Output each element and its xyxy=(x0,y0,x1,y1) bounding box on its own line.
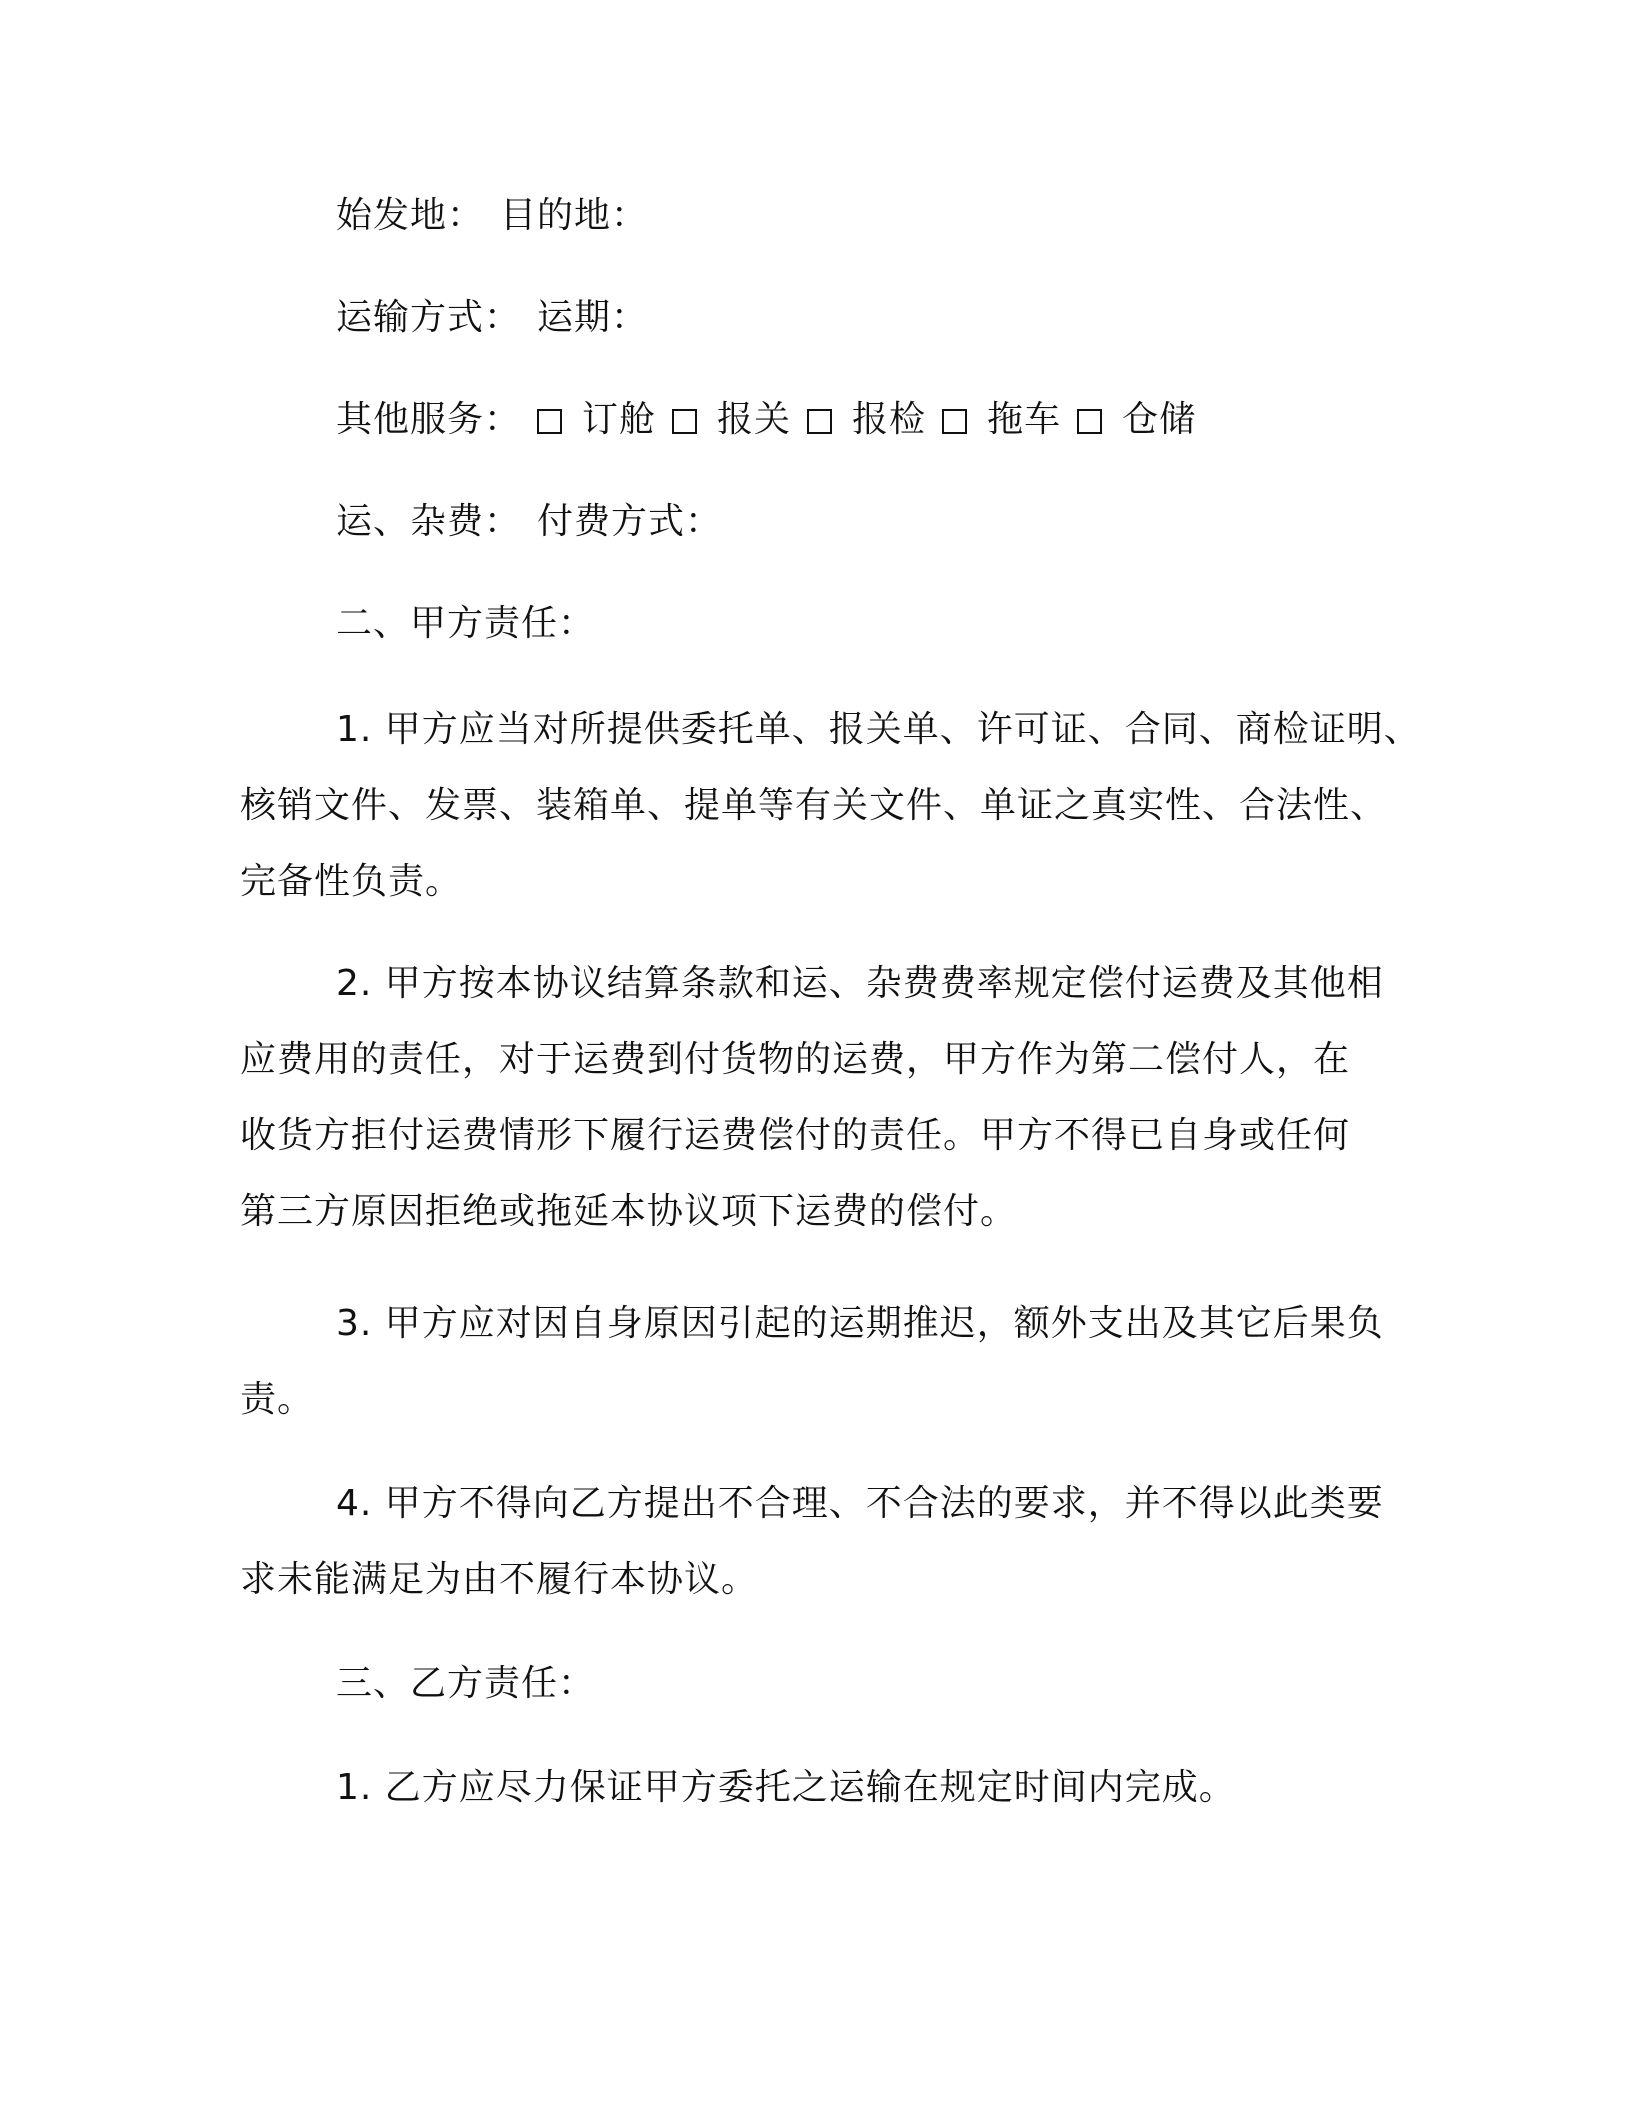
service-option-label: 仓储 xyxy=(1122,399,1197,440)
payment-method-label: 付费方式： xyxy=(537,501,723,542)
checkbox-icon[interactable] xyxy=(807,409,832,434)
clause-paragraph xyxy=(240,1466,1400,1618)
clause-line: 求未能满足为由不履行本协议。 xyxy=(240,1559,759,1600)
clause-line: 应费用的责任，对于运费到付货物的运费，甲方作为第二偿付人，在 xyxy=(240,1039,1351,1080)
clause-line: 第三方原因拒绝或拖延本协议项下运费的偿付。 xyxy=(240,1191,1018,1232)
service-option-warehousing[interactable] xyxy=(1077,382,1196,458)
clause-line: 4. 甲方不得向乙方提出不合理、不合法的要求，并不得以此类要 xyxy=(336,1483,1384,1524)
clause-line: 收货方拒付运费情形下履行运费偿付的责任。甲方不得已自身或任何 xyxy=(240,1115,1351,1156)
checkbox-icon[interactable] xyxy=(672,409,697,434)
clause-line: 核销文件、发票、装箱单、提单等有关文件、单证之真实性、合法性、 xyxy=(240,785,1388,826)
service-option-customs[interactable] xyxy=(672,382,791,458)
service-option-inspection[interactable] xyxy=(807,382,926,458)
service-option-trucking[interactable] xyxy=(942,382,1061,458)
checkbox-icon[interactable] xyxy=(942,409,967,434)
service-option-label: 订舱 xyxy=(582,399,657,440)
section-heading xyxy=(240,1646,1496,1722)
service-option-label: 拖车 xyxy=(987,399,1062,440)
service-option-label: 报检 xyxy=(852,399,927,440)
section-heading xyxy=(240,586,1496,662)
party-b-responsibility-heading: 三、乙方责任： xyxy=(336,1663,596,1704)
destination-label: 目的地： xyxy=(500,195,649,236)
other-services-label: 其他服务： xyxy=(336,399,522,440)
transport-period-label: 运期： xyxy=(537,297,649,338)
checkbox-icon[interactable] xyxy=(537,409,562,434)
transport-period-line xyxy=(240,280,1496,356)
checkbox-icon[interactable] xyxy=(1077,409,1102,434)
clause-line: 3. 甲方应对因自身原因引起的运期推迟，额外支出及其它后果负 xyxy=(336,1303,1384,1344)
transport-method-label: 运输方式： xyxy=(336,297,522,338)
clause-line: 责。 xyxy=(240,1379,315,1420)
clause-line: 1. 乙方应尽力保证甲方委托之运输在规定时间内完成。 xyxy=(336,1767,1236,1808)
fees-payment-line xyxy=(240,484,1496,560)
clause-line: 完备性负责。 xyxy=(240,861,463,902)
clause-line: 2. 甲方按本协议结算条款和运、杂费费率规定偿付运费及其他相 xyxy=(336,963,1384,1004)
other-services-line xyxy=(240,382,1496,458)
origin-destination-line xyxy=(240,178,1496,254)
fees-label: 运、杂费： xyxy=(336,501,522,542)
clause-paragraph xyxy=(240,692,1421,920)
service-option-booking[interactable] xyxy=(537,382,656,458)
clause-paragraph xyxy=(240,1286,1400,1438)
clause-paragraph xyxy=(240,946,1400,1250)
party-a-responsibility-heading: 二、甲方责任： xyxy=(336,603,596,644)
origin-label: 始发地： xyxy=(336,195,485,236)
service-option-label: 报关 xyxy=(717,399,792,440)
clause-line: 1. 甲方应当对所提供委托单、报关单、许可证、合同、商检证明、 xyxy=(336,709,1421,750)
clause-paragraph xyxy=(240,1750,1400,1826)
